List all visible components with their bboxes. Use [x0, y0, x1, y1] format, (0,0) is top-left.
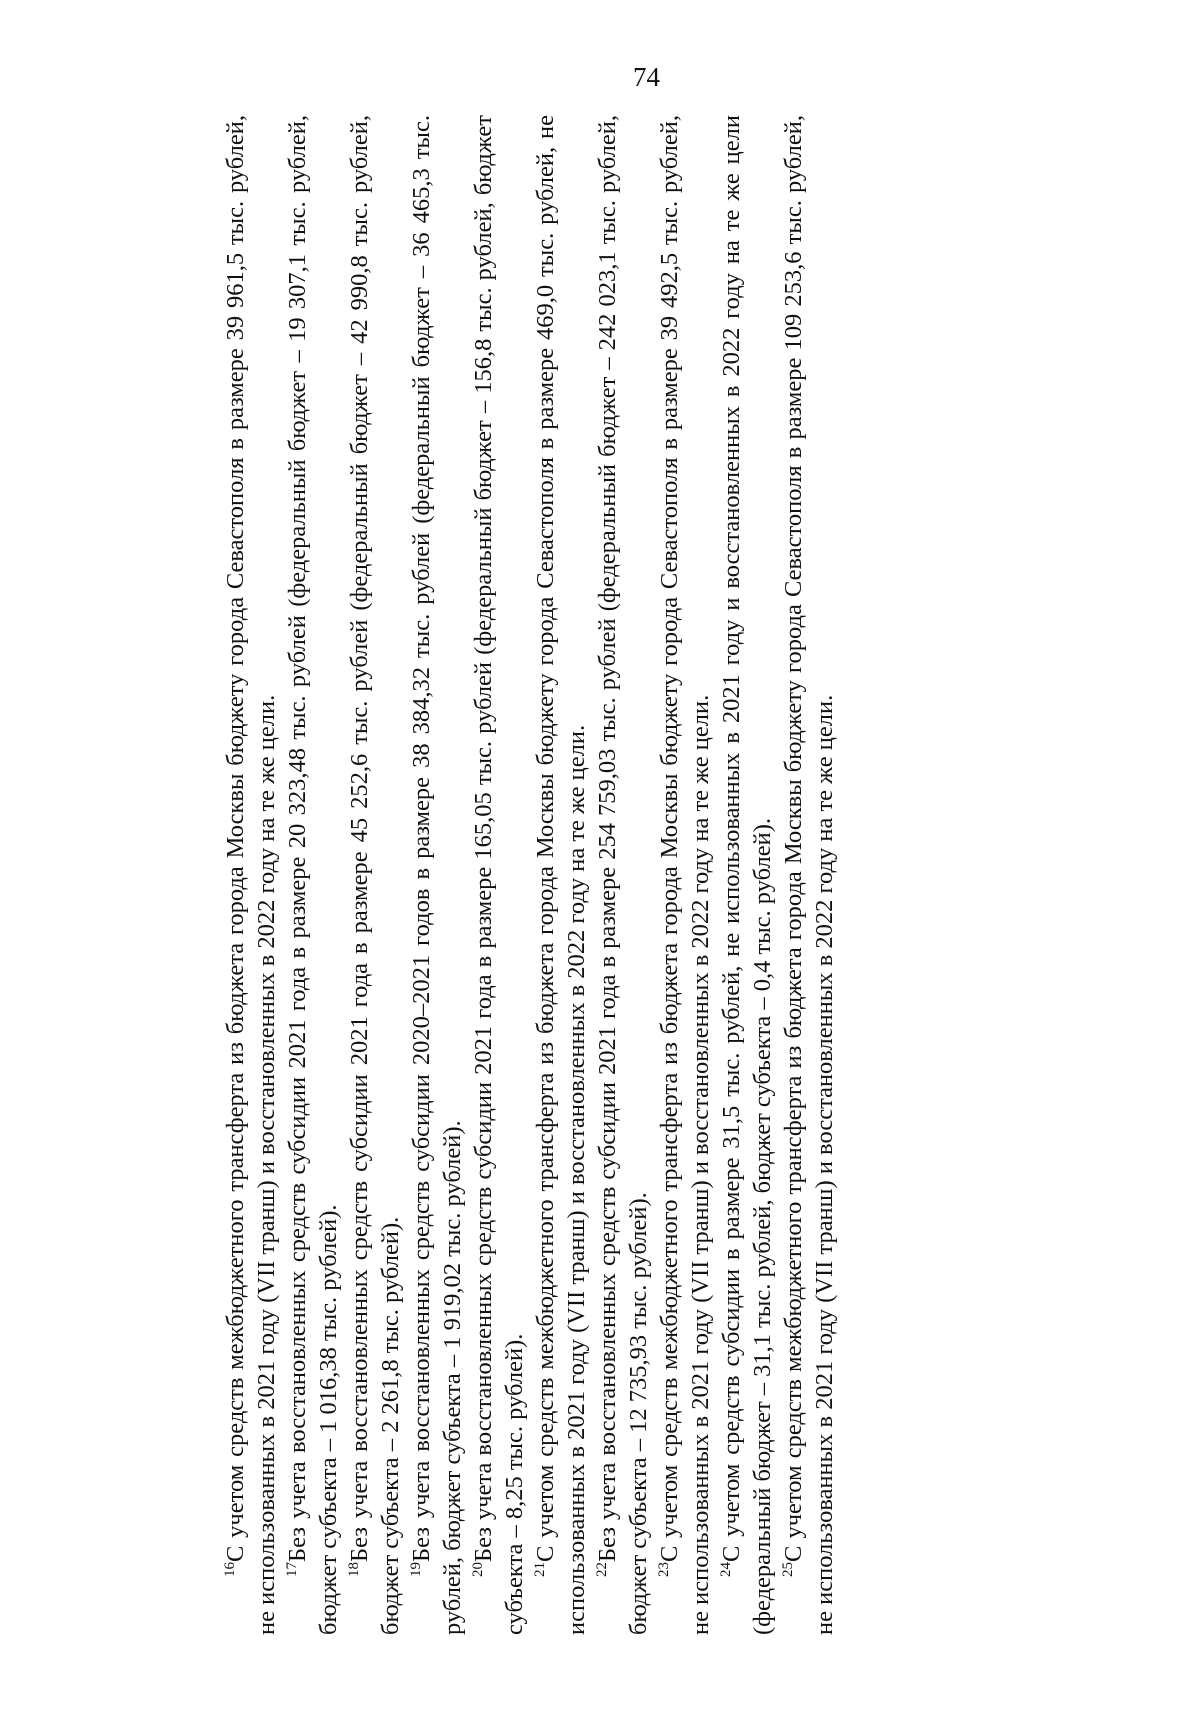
footnote-text: Без учета восстановленных средств субсидии 2021 года в размере 45 252,6 тыс. рублей (федеральный бюджет – 42 990,8 тыс. рублей, бюджет субъекта – 2 261,8 тыс. рублей). — [346, 115, 404, 1635]
footnote-21 — [530, 115, 592, 1635]
footnote-marker: 21 — [532, 1562, 548, 1577]
footnote-text: С учетом средств межбюджетного трансферта из бюджета города Москвы бюджету города Севастополя в размере 39 961,5 тыс. рублей, не использованных в 2021 году (VII транш) и восстановленных в 2022 году на те же цели. — [222, 115, 280, 1635]
footnote-marker: 19 — [408, 1562, 424, 1577]
footnote-text: Без учета восстановленных средств субсидии 2021 года в размере 165,05 тыс. рублей (федеральный бюджет – 156,8 тыс. рублей, бюджет субъекта – 8,25 тыс. рублей). — [470, 115, 528, 1635]
footnote-text: С учетом средств межбюджетного трансферта из бюджета города Москвы бюджету города Севастополя в размере 39 492,5 тыс. рублей, не использованных в 2021 году (VII транш) и восстановленных в 2022 году на те же цели. — [656, 115, 714, 1635]
page-number: 74 — [633, 62, 660, 92]
footnote-marker: 20 — [470, 1562, 486, 1577]
footnote-18 — [344, 115, 406, 1635]
footnote-25 — [778, 115, 840, 1635]
footnote-text: Без учета восстановленных средств субсидии 2021 года в размере 254 759,03 тыс. рублей (федеральный бюджет – 242 023,1 тыс. рублей, бюджет субъекта – 12 735,93 тыс. рублей). — [594, 115, 652, 1635]
footnote-24 — [716, 115, 778, 1635]
footnote-22 — [592, 115, 654, 1635]
footnote-marker: 22 — [594, 1562, 610, 1577]
footnote-20 — [468, 115, 530, 1635]
footnote-marker: 17 — [284, 1562, 300, 1577]
footnotes-block — [220, 115, 840, 1635]
footnote-marker: 23 — [656, 1562, 672, 1577]
footnote-marker: 16 — [222, 1562, 238, 1577]
footnote-text: С учетом средств межбюджетного трансферта из бюджета города Москвы бюджету города Севастополя в размере 109 253,6 тыс. рублей, не использованных в 2021 году (VII транш) и восстановленных в 2022 году на те же цели. — [780, 115, 838, 1635]
footnote-marker: 24 — [718, 1562, 734, 1577]
footnote-text: С учетом средств межбюджетного трансферта из бюджета города Москвы бюджету города Севастополя в размере 469,0 тыс. рублей, не использованных в 2021 году (VII транш) и восстановленных в 2022 году на те же цели. — [532, 115, 590, 1635]
footnote-marker: 18 — [346, 1562, 362, 1577]
footnote-23 — [654, 115, 716, 1635]
footnote-text: Без учета восстановленных средств субсидии 2021 года в размере 20 323,48 тыс. рублей (федеральный бюджет – 19 307,1 тыс. рублей, бюджет субъекта – 1 016,38 тыс. рублей). — [284, 115, 342, 1635]
footnote-19 — [406, 115, 468, 1635]
footnote-16 — [220, 115, 282, 1635]
footnote-marker: 25 — [780, 1562, 796, 1577]
footnote-17 — [282, 115, 344, 1635]
footnote-text: Без учета восстановленных средств субсидии 2020–2021 годов в размере 38 384,32 тыс. рублей (федеральный бюджет – 36 465,3 тыс. рублей, бюджет субъекта – 1 919,02 тыс. рублей). — [408, 115, 466, 1635]
footnote-text: С учетом средств субсидии в размере 31,5 тыс. рублей, не использованных в 2021 году и восстановленных в 2022 году на те же цели (федеральный бюджет – 31,1 тыс. рублей, бюджет субъекта – 0,4 тыс. рублей). — [718, 115, 776, 1635]
